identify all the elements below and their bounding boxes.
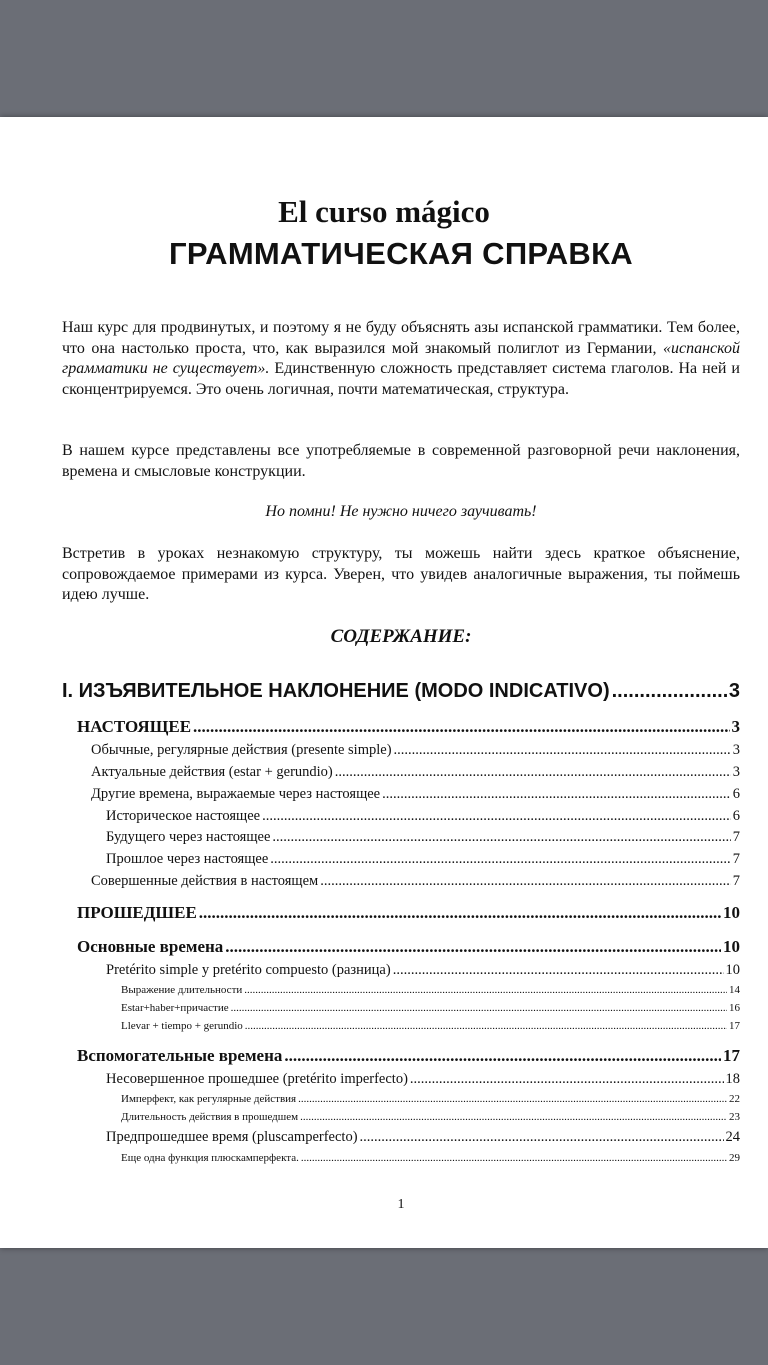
toc-entry[interactable] <box>121 1093 740 1105</box>
toc-entry[interactable] <box>121 1152 740 1164</box>
toc-leader <box>245 1020 727 1032</box>
toc-entry[interactable] <box>77 937 740 957</box>
toc-entry[interactable] <box>106 962 740 979</box>
toc-leader <box>199 903 721 923</box>
toc-label: Будущего через настоящее <box>106 829 271 845</box>
toc-page: 22 <box>729 1093 740 1105</box>
toc-page: 3 <box>731 717 740 736</box>
toc-leader <box>335 764 731 781</box>
toc-page: 17 <box>723 1046 740 1065</box>
toc-entry[interactable] <box>106 851 740 868</box>
toc-leader <box>270 851 730 868</box>
toc-label: Длительность действия в прошедшем <box>121 1111 299 1123</box>
toc-page: 6 <box>732 808 740 824</box>
toc-page: 7 <box>732 851 740 867</box>
toc-page: 3 <box>732 764 740 780</box>
note-text: Но помни! Не нужно ничего заучивать! <box>265 503 537 520</box>
document-subtitle: ГРАММАТИЧЕСКАЯ СПРАВКА <box>169 236 633 271</box>
intro-text: Наш курс для продвинутых, и поэтому я не буду объяснять азы испанской грамматики. Тем более, что она настолько проста, что, как выразился мой знакомый полиглот из Германии, <box>62 319 740 357</box>
toc-label: ПРОШЕДШЕЕ <box>77 903 197 922</box>
toc-entry[interactable] <box>91 742 740 759</box>
toc-entry[interactable] <box>77 903 740 923</box>
toc-label: Имперфект, как регулярные действия <box>121 1093 297 1105</box>
toc-page: 7 <box>732 829 740 845</box>
page-number: 1 <box>397 1197 405 1212</box>
toc-label: Прошлое через настоящее <box>106 851 269 867</box>
toc-label: I. ИЗЪЯВИТЕЛЬНОЕ НАКЛОНЕНИЕ (MODO INDICATIVO) <box>62 680 610 702</box>
toc-leader <box>231 1002 727 1014</box>
toc-label: Вспомогательные времена <box>77 1046 283 1065</box>
toc-page: 10 <box>725 962 740 978</box>
document-title: El curso mágico <box>278 194 490 229</box>
toc-leader <box>225 937 721 957</box>
toc-leader <box>244 984 727 996</box>
toc-entry[interactable] <box>77 717 740 737</box>
intro-paragraph-3: Встретив в уроках незнакомую структуру, ты можешь найти здесь краткое объяснение, сопровождаемое примерами из курса. Уверен, что увидев аналогичные выражения, ты поймешь идею лучше. <box>62 545 740 603</box>
toc-entry[interactable] <box>106 808 740 825</box>
toc-leader <box>262 808 731 825</box>
toc-page: 3 <box>732 742 740 758</box>
toc-label: Другие времена, выражаемые через настоящее <box>91 786 381 802</box>
toc-leader <box>320 873 731 890</box>
toc-entry[interactable] <box>121 984 740 996</box>
toc-page: 17 <box>729 1020 740 1032</box>
toc-page: 24 <box>725 1129 740 1145</box>
quote-text: «испанской грамматики не существует». <box>62 339 740 377</box>
toc-page: 16 <box>729 1002 740 1014</box>
toc-leader <box>193 717 729 737</box>
toc-page: 7 <box>732 873 740 889</box>
toc-label: Несовершенное прошедшее (pretérito imperfecto) <box>106 1071 408 1087</box>
toc-leader <box>382 786 731 803</box>
toc-leader <box>301 1152 727 1164</box>
toc-leader <box>300 1111 727 1123</box>
toc-leader <box>360 1129 724 1146</box>
toc-entry[interactable] <box>77 1046 740 1066</box>
toc-label: Llevar + tiempo + gerundio <box>121 1020 243 1032</box>
toc-entry[interactable] <box>121 1111 740 1123</box>
toc-entry[interactable] <box>121 1020 740 1032</box>
toc-label: Основные времена <box>77 937 224 956</box>
toc-leader <box>272 829 730 846</box>
toc-entry[interactable] <box>106 829 740 846</box>
toc-entry[interactable] <box>91 873 740 890</box>
toc-page: 10 <box>723 937 740 956</box>
toc-label: Pretérito simple y pretérito compuesto (разница) <box>106 962 391 978</box>
toc-label: НАСТОЯЩЕЕ <box>77 717 192 736</box>
toc-page: 23 <box>729 1111 740 1123</box>
toc-leader <box>410 1071 724 1088</box>
toc-entry[interactable] <box>121 1002 740 1014</box>
toc-page: 6 <box>732 786 740 802</box>
intro-paragraph-2: В нашем курсе представлены все употребляемые в современной разговорной речи наклонения, времена и смысловые конструкции. <box>62 442 740 480</box>
toc-label: Estar+haber+причастие <box>121 1002 229 1014</box>
toc-leader <box>612 680 727 703</box>
toc-page: 18 <box>725 1071 740 1087</box>
toc-label: Совершенные действия в настоящем <box>91 873 319 889</box>
toc-page: 3 <box>728 680 740 702</box>
intro-text-continued: Единственную сложность представляет система глаголов. На ней и сконцентрируемся. Это очень логичная, почти математическая, структура. <box>62 360 740 398</box>
toc-page: 14 <box>729 984 740 996</box>
toc-entry[interactable] <box>91 764 740 781</box>
toc-label: Выражение длительности <box>121 984 243 996</box>
toc-entry[interactable] <box>91 786 740 803</box>
toc-label: Предпрошедшее время (pluscamperfecto) <box>106 1129 358 1145</box>
toc-label: Историческое настоящее <box>106 808 261 824</box>
toc-page: 29 <box>729 1152 740 1164</box>
toc-leader <box>298 1093 727 1105</box>
intro-paragraph-1 <box>62 318 740 400</box>
toc-leader <box>393 962 724 979</box>
toc-entry[interactable] <box>62 680 740 703</box>
toc-label: Обычные, регулярные действия (presente simple) <box>91 742 392 758</box>
toc-entry[interactable] <box>106 1071 740 1088</box>
toc-label: Еще одна функция плюскамперфекта. <box>121 1152 299 1164</box>
toc-entry[interactable] <box>106 1129 740 1146</box>
toc-page: 10 <box>723 903 740 922</box>
contents-heading: СОДЕРЖАНИЕ: <box>330 626 472 647</box>
toc-leader <box>394 742 731 759</box>
toc-leader <box>284 1046 721 1066</box>
toc-label: Актуальные действия (estar + gerundio) <box>91 764 333 780</box>
